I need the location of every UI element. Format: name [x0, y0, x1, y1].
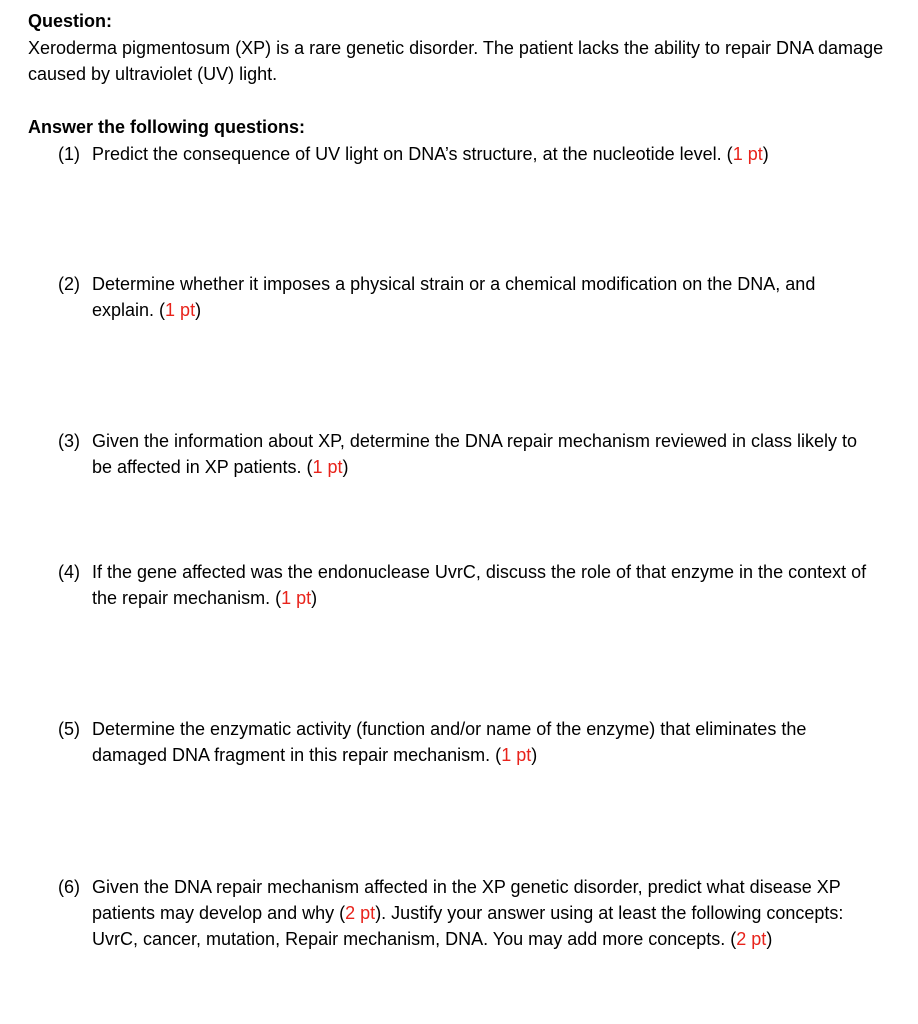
question-text: Given the DNA repair mechanism affected in the XP genetic disorder, predict what disease XP patients may develop and why (2 pt). Justify your answer using at least the following concepts: UvrC, cancer, mutation, Repair mechanism, DNA. You may add more concepts. (2 pt) [92, 877, 844, 949]
points-value: 2 pt [736, 929, 767, 949]
points-value: 1 pt [281, 588, 312, 608]
question-text: Determine whether it imposes a physical strain or a chemical modification on the DNA, and explain. (1 pt) [92, 274, 816, 320]
question-number: (5) [58, 719, 80, 739]
points-value: 1 pt [732, 144, 763, 164]
intro-paragraph: Xeroderma pigmentosum (XP) is a rare genetic disorder. The patient lacks the ability to repair DNA damage caused by ultraviolet (UV) light. [28, 38, 884, 84]
question-number: (1) [58, 144, 80, 164]
points-value: 1 pt [312, 457, 343, 477]
question-number: (2) [58, 274, 80, 294]
question-text: Determine the enzymatic activity (function and/or name of the enzyme) that eliminates the damaged DNA fragment in this repair mechanism. (1 pt) [92, 719, 807, 765]
question-text: Given the information about XP, determine the DNA repair mechanism reviewed in class likely to be affected in XP patients. (1 pt) [92, 431, 858, 477]
points-value: 2 pt [345, 903, 376, 923]
question-text: If the gene affected was the endonuclease UvrC, discuss the role of that enzyme in the context of the repair mechanism. (1 pt) [92, 562, 867, 608]
answer-heading: Answer the following questions: [28, 117, 306, 137]
points-value: 1 pt [165, 300, 196, 320]
question-text: Predict the consequence of UV light on DNA’s structure, at the nucleotide level. (1 pt) [92, 144, 769, 164]
question-number: (3) [58, 431, 80, 451]
question-number: (6) [58, 877, 80, 897]
question-number: (4) [58, 562, 80, 582]
points-value: 1 pt [501, 745, 532, 765]
question-heading: Question: [28, 11, 112, 31]
